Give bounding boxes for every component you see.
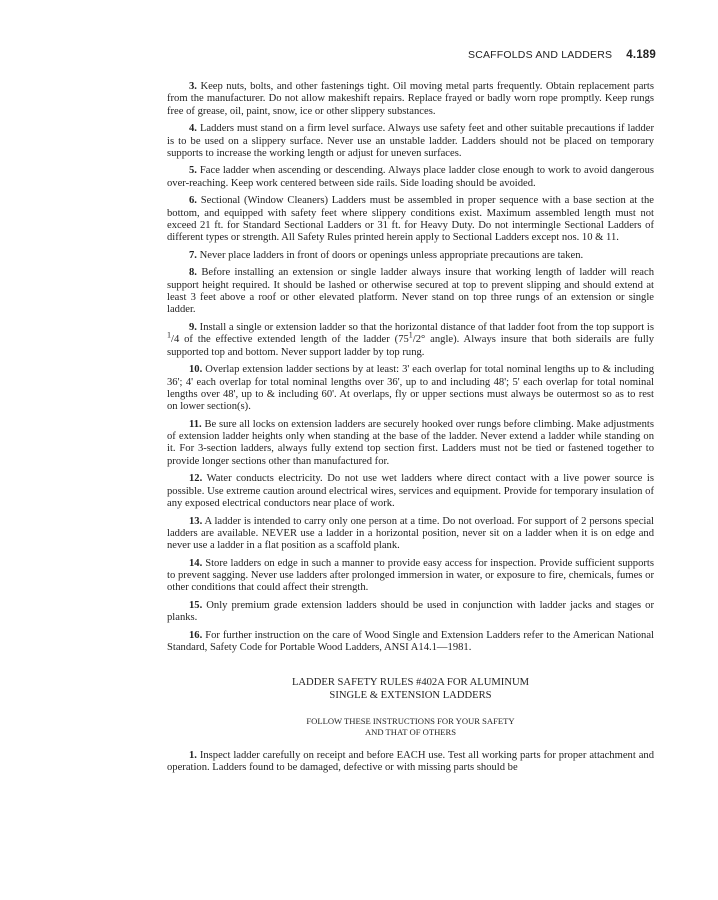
rule-number: 7. bbox=[189, 249, 197, 261]
rule-number: 11. bbox=[189, 418, 202, 430]
rule-text: Never place ladders in front of doors or openings unless appropriate precautions are taken. bbox=[196, 249, 584, 261]
rule-number: 8. bbox=[189, 267, 197, 279]
rule-number: 5. bbox=[189, 165, 197, 177]
rule-number: 16. bbox=[189, 629, 203, 641]
page-body bbox=[167, 81, 654, 779]
rule-number: 6. bbox=[189, 195, 197, 207]
rule-5 bbox=[167, 165, 654, 190]
rule-15 bbox=[167, 600, 654, 625]
rule-13 bbox=[167, 516, 654, 553]
section-heading bbox=[167, 676, 654, 703]
aluminum-rule-1 bbox=[167, 750, 654, 775]
rule-11 bbox=[167, 419, 654, 468]
rule-number: 9. bbox=[189, 321, 197, 333]
rule-number: 13. bbox=[189, 515, 203, 527]
rule-14 bbox=[167, 558, 654, 595]
rule-12 bbox=[167, 473, 654, 510]
section-subheading-line: AND THAT OF OTHERS bbox=[364, 726, 457, 737]
rule-number: 4. bbox=[189, 123, 197, 135]
rule-text: Be sure all locks on extension ladders are securely hooked over rungs before climbing. Make adjustments of extension ladder heights only when standing at the base of the ladder. Never extend a ladder while standing on it. For 3-section ladders, always fully extend top section first. Ladders must not be tied or fastened together to provide longer sections other than manufactured for. bbox=[167, 418, 654, 467]
rule-3 bbox=[167, 81, 654, 118]
rule-6 bbox=[167, 195, 654, 244]
rule-10 bbox=[167, 364, 654, 413]
rule-text: Store ladders on edge in such a manner to provide easy access for inspection. Provide sufficient supports to prevent sagging. Never use ladders after prolonged immersion in water, or exposure to fire, chemicals, fumes or other conditions that could affect their strength. bbox=[167, 557, 654, 594]
rule-text: Only premium grade extension ladders should be used in conjunction with ladder jacks and stages or planks. bbox=[167, 599, 654, 624]
fraction-numerator: 1 bbox=[167, 330, 171, 340]
rule-number: 14. bbox=[189, 557, 203, 569]
rule-text: Face ladder when ascending or descending. Always place ladder close enough to work to avoid dangerous over-reaching. Keep work centered between side rails. Side loading should be avoided. bbox=[167, 165, 654, 189]
running-header-title: SCAFFOLDS AND LADDERS bbox=[467, 49, 613, 61]
rule-9 bbox=[167, 322, 654, 359]
rule-text: Install a single or extension ladder so that the horizontal distance of that ladder foot from the top support is bbox=[196, 321, 654, 333]
rule-8 bbox=[167, 267, 654, 316]
rule-4 bbox=[167, 123, 654, 160]
rule-text: A ladder is intended to carry only one person at a time. Do not overload. For support of 2 persons special ladders are available. NEVER use a ladder in a horizontal position, never sit on a ladder when it is on edge and never use a ladder in a flat position as a scaffold plank. bbox=[167, 515, 654, 552]
rule-text: Overlap extension ladder sections by at least: 3' each overlap for total nominal lengths up to & including 36'; 4' each overlap for total nominal lengths over 36', up to and including 48'; 5' each overlap for total nominal lengths over 48', up to & including 60'. At overlaps, fly or upper sections must always be outermost so as to rest on lower section(s). bbox=[167, 364, 654, 413]
rule-text: Water conducts electricity. Do not use wet ladders where direct contact with a live power source is possible. Use extreme caution around electrical wires, services and equipment. Provide for temporary insulation of any exposed electrical conductors near place of work. bbox=[167, 473, 654, 509]
rule-text: Sectional (Window Cleaners) Ladders must be assembled in proper sequence with a base section at the bottom, and equipped with safety feet where slippery conditions exist. Maximum assembled length must not exceed 21 ft. for Standard Sectional Ladders or 31 ft. for Heavy Duty. Do not intermingle Sectional Ladders of different types or strength. All Safety Rules printed herein apply to Sectional Ladders except nos. 10 & 11. bbox=[167, 195, 654, 244]
running-header bbox=[468, 49, 656, 61]
section-subheading bbox=[167, 716, 654, 738]
rule-16 bbox=[167, 630, 654, 655]
rule-number: 15. bbox=[189, 599, 203, 611]
rule-text: Keep nuts, bolts, and other fastenings tight. Oil moving metal parts frequently. Obtain replacement parts from the manufacturer. Do not allow makeshift repairs. Replace frayed or badly worn rope promptly. Keep rungs free of grease, oil, paint, snow, ice or other slippery substances. bbox=[167, 81, 654, 117]
rule-number: 12. bbox=[189, 473, 203, 485]
rule-number: 1. bbox=[189, 749, 197, 761]
section-heading-line: SINGLE & EXTENSION LADDERS bbox=[329, 690, 492, 702]
section-subheading-line: FOLLOW THESE INSTRUCTIONS FOR YOUR SAFETY bbox=[306, 715, 515, 726]
rule-text: /2° angle). Always insure that both siderails are fully supported top and bottom. Never support ladder by top rung. bbox=[167, 334, 654, 358]
rule-number: 3. bbox=[189, 81, 197, 92]
rule-text: Inspect ladder carefully on receipt and before EACH use. Test all working parts for proper attachment and operation. Ladders found to be damaged, defective or with missing parts should be bbox=[167, 749, 654, 773]
fraction-numerator: 1 bbox=[408, 330, 413, 340]
rule-number: 10. bbox=[189, 364, 203, 376]
rule-text: /4 of the effective extended length of the ladder (75 bbox=[171, 334, 409, 346]
section-heading-line: LADDER SAFETY RULES #402A FOR ALUMINUM bbox=[291, 676, 530, 688]
rule-text: For further instruction on the care of Wood Single and Extension Ladders refer to the American National Standard, Safety Code for Portable Wood Ladders, ANSI A14.1—1981. bbox=[167, 629, 654, 654]
page-number: 4.189 bbox=[626, 49, 656, 61]
rule-7 bbox=[167, 250, 654, 262]
rule-text: Before installing an extension or single ladder always insure that working length of ladder will reach support height required. It should be lashed or otherwise secured at top to prevent slipping and should extend at least 3 feet above a roof or other elevated platform. Never stand on top three rungs of an extension or single ladder. bbox=[167, 267, 654, 316]
rule-text: Ladders must stand on a firm level surface. Always use safety feet and other suitable precautions if ladder is to be used on a slippery surface. Never use an unstable ladder. Ladders should not be placed on temporary supports to increase the working length or adjust for uneven surfaces. bbox=[167, 123, 654, 159]
